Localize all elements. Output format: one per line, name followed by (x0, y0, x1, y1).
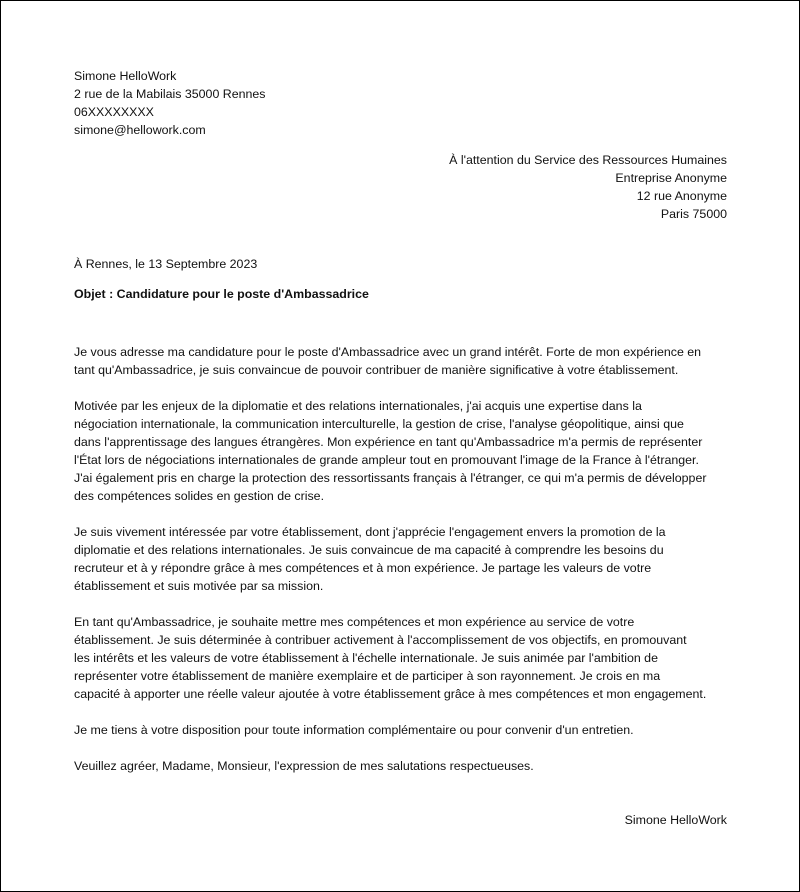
body-line: J'ai également pris en charge la protection des ressortissants français à l'étranger, ce qui m'a permis de développer (74, 471, 707, 485)
recipient-city: Paris 75000 (660, 207, 727, 221)
body-paragraph (74, 721, 730, 739)
body-line: établissement. Je suis déterminée à contribuer activement à l'accomplissement de vos objectifs, en promouvant (74, 633, 687, 647)
body-line: Veuillez agréer, Madame, Monsieur, l'expression de mes salutations respectueuses. (74, 759, 534, 773)
body-paragraph (74, 343, 730, 379)
body-paragraph (74, 397, 730, 505)
body-paragraph (74, 613, 730, 703)
recipient-street: 12 rue Anonyme (636, 189, 727, 203)
body-line: établissement et suis motivée par sa mission. (74, 579, 324, 593)
body-line: l'État lors de négociations internationales de grande ampleur tout en promouvant l'image de la France à l'étranger. (74, 453, 699, 467)
body-line: En tant qu'Ambassadrice, je souhaite mettre mes compétences et mon expérience au service de votre (74, 615, 635, 629)
body-line: Je suis vivement intéressée par votre établissement, dont j'apprécie l'engagement envers la promotion de la (74, 525, 666, 539)
letter-subject: Objet : Candidature pour le poste d'Ambassadrice (74, 287, 369, 301)
sender-email: simone@hellowork.com (74, 123, 206, 137)
sender-phone: 06XXXXXXXX (74, 105, 154, 119)
sender-address: 2 rue de la Mabilais 35000 Rennes (74, 87, 266, 101)
body-line: représenter votre établissement de manière exemplaire et de participer à son rayonnement. Je crois en ma (74, 669, 661, 683)
recipient-company: Entreprise Anonyme (615, 171, 727, 185)
body-line: des compétences solides en gestion de crise. (74, 489, 325, 503)
body-paragraph (74, 523, 730, 595)
date-line: À Rennes, le 13 Septembre 2023 (74, 257, 258, 271)
body-line: tant qu'Ambassadrice, je suis convaincue de pouvoir contribuer de manière significative à votre établissement. (74, 363, 679, 377)
sender-name: Simone HelloWork (74, 69, 177, 83)
body-line: Je vous adresse ma candidature pour le poste d'Ambassadrice avec un grand intérêt. Forte de mon expérience en (74, 345, 702, 359)
letter-body (74, 343, 730, 793)
body-line: Je me tiens à votre disposition pour toute information complémentaire ou pour convenir d'un entretien. (74, 723, 634, 737)
body-line: négociation internationale, la communication interculturelle, la gestion de crise, l'analyse géopolitique, ainsi que (74, 417, 684, 431)
body-line: dans l'apprentissage des langues étrangères. Mon expérience en tant qu'Ambassadrice m'a permis de représenter (74, 435, 703, 449)
sender-block (74, 67, 266, 139)
body-line: capacité à apporter une réelle valeur ajoutée à votre établissement grâce à mes compétences et mon engagement. (74, 687, 707, 701)
recipient-attention: À l'attention du Service des Ressources Humaines (449, 153, 727, 167)
signature: Simone HelloWork (624, 813, 727, 827)
recipient-block (449, 151, 727, 223)
body-line: recruteur et à y répondre grâce à mes compétences et à mon expérience. Je partage les valeurs de votre (74, 561, 652, 575)
closing-paragraph (74, 757, 730, 775)
body-line: les intérêts et les valeurs de votre établissement à l'échelle internationale. Je suis animée par l'ambition de (74, 651, 658, 665)
body-line: diplomatie et des relations internationales. Je suis convaincue de ma capacité à comprendre les besoins du (74, 543, 664, 557)
body-line: Motivée par les enjeux de la diplomatie et des relations internationales, j'ai acquis une expertise dans la (74, 399, 642, 413)
